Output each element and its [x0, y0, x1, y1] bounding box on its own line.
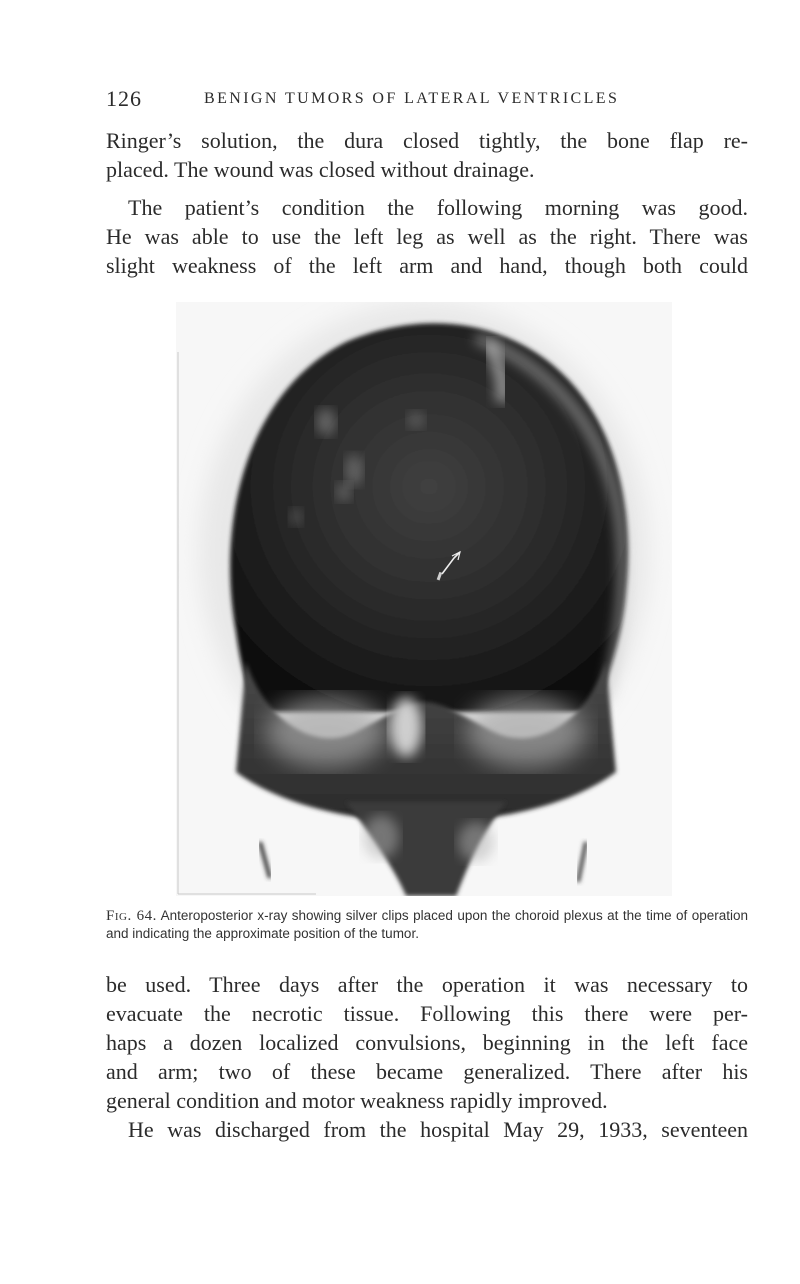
paragraph-top-2-line-1: The patient’s condition the following morning was good.	[128, 195, 748, 220]
paragraph-bottom-1-line-5: general condition and motor weakness rapidly improved.	[106, 1088, 608, 1113]
paragraph-top-1-line-1: Ringer’s solution, the dura closed tightly, the bone flap re-	[106, 128, 748, 153]
xray-skull-image	[176, 302, 672, 896]
running-head: BENIGN TUMORS OF LATERAL VENTRICLES	[204, 90, 620, 107]
page-header	[106, 86, 746, 116]
paragraph-top-2-line-2: He was able to use the left leg as well as the right. There was	[106, 224, 748, 249]
paragraph-bottom-1-line-3: haps a dozen localized convulsions, beginning in the left face	[106, 1030, 748, 1055]
paragraph-bottom-1-line-1: be used. Three days after the operation it was necessary to	[106, 972, 748, 997]
paragraph-bottom-1-line-2: evacuate the necrotic tissue. Following this there were per-	[106, 1001, 748, 1026]
figure-caption-text: Anteroposterior x-ray showing silver clips placed upon the choroid plexus at the time of operation and indicating the approximate position of the tumor.	[106, 908, 749, 941]
xray-skull-svg	[176, 302, 672, 896]
page-number: 126	[106, 86, 142, 111]
paragraph-top-2-line-3: slight weakness of the left arm and hand, though both could	[106, 253, 748, 278]
paragraph-top-1-line-2: placed. The wound was closed without drainage.	[106, 157, 535, 182]
paragraph-bottom-1-line-4: and arm; two of these became generalized. There after his	[106, 1059, 748, 1084]
figure-label: Fig. 64.	[106, 908, 157, 924]
paragraph-bottom-2-line-1: He was discharged from the hospital May 29, 1933, seventeen	[128, 1117, 748, 1142]
figure-caption	[106, 907, 748, 943]
